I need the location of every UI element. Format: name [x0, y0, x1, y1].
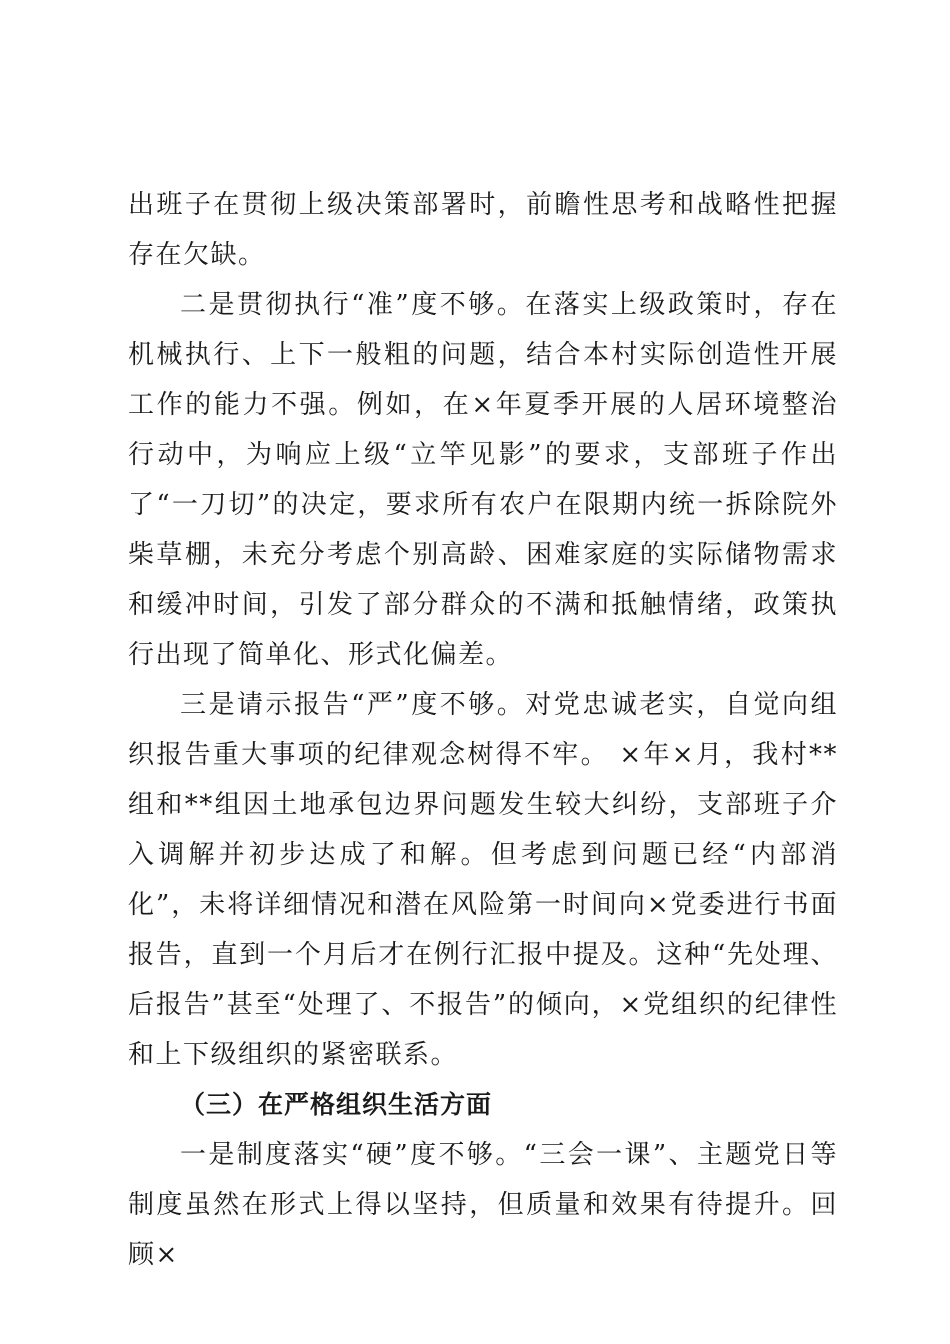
paragraph-system-implementation: 一是制度落实“硬”度不够。“三会一课”、主题党日等制度虽然在形式上得以坚持，但质量和效果有待提升。回顾×: [128, 1140, 838, 1270]
document-body: [128, 180, 838, 1280]
paragraph-execution-accuracy: 二是贯彻执行“准”度不够。在落实上级政策时，存在机械执行、上下一般粗的问题，结合本村实际创造性开展工作的能力不强。例如，在×年夏季开展的人居环境整治行动中，为响应上级“立竿见影”的要求，支部班子作出了“一刀切”的决定，要求所有农户在限期内统一拆除院外柴草棚，未充分考虑个别高龄、困难家庭的实际储物需求和缓冲时间，引发了部分群众的不满和抵触情绪，政策执行出现了简单化、形式化偏差。: [128, 290, 838, 670]
paragraph-continuation: 出班子在贯彻上级决策部署时，前瞻性思考和战略性把握存在欠缺。: [128, 190, 838, 270]
section-heading-organizational-life: （三）在严格组织生活方面: [180, 1090, 493, 1119]
paragraph-reporting-strictness: 三是请示报告“严”度不够。对党忠诚老实，自觉向组织报告重大事项的纪律观念树得不牢。 ×年×月，我村**组和**组因土地承包边界问题发生较大纠纷，支部班子介入调解并初步达成了和解。但考虑到问题已经“内部消化”，未将详细情况和潜在风险第一时间向×党委进行书面报告，直到一个月后才在例行汇报中提及。这种“先处理、后报告”甚至“处理了、不报告”的倾向，×党组织的纪律性和上下级组织的紧密联系。: [128, 690, 838, 1070]
